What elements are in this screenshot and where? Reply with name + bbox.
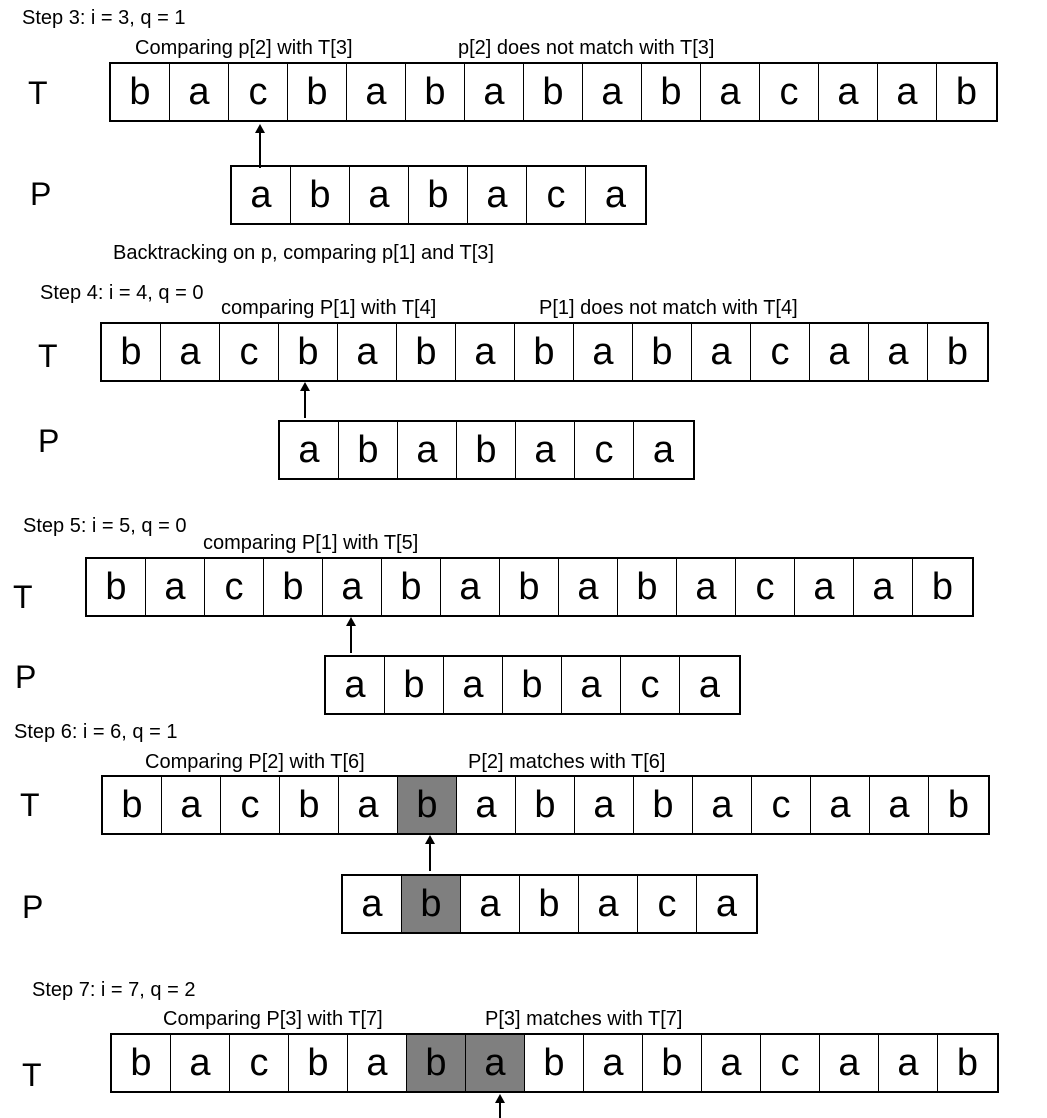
text-cell: a: [456, 324, 515, 380]
text-cell: a: [677, 559, 736, 615]
text-cell: b: [515, 324, 574, 380]
text-cell: a: [575, 777, 634, 833]
pattern-cell: a: [516, 422, 575, 478]
text-cell: b: [642, 64, 701, 120]
pattern-cell: a: [579, 876, 638, 932]
text-cell: b: [525, 1035, 584, 1091]
text-cell: a: [820, 1035, 879, 1091]
pattern-cell: b: [402, 876, 461, 932]
text-cell: b: [618, 559, 677, 615]
step-5-heading: Step 5: i = 5, q = 0: [23, 515, 187, 537]
pattern-cell: b: [339, 422, 398, 478]
pattern-cell: a: [698, 663, 721, 706]
step-4-comparison: comparing P[1] with T[4]: [221, 297, 437, 319]
text-cell: c: [761, 1035, 820, 1091]
text-cell: c: [205, 559, 264, 615]
text-cell: c: [736, 559, 795, 615]
step-6-comparison: Comparing P[2] with T[6]: [145, 751, 365, 773]
text-cell: b: [633, 324, 692, 380]
text-cell: b: [407, 1035, 466, 1091]
text-cell: a: [441, 559, 500, 615]
pattern-cell: a: [562, 657, 621, 713]
text-cell: b: [280, 777, 339, 833]
text-cell: a: [161, 324, 220, 380]
text-cell: a: [878, 64, 937, 120]
text-cell: a: [339, 777, 398, 833]
text-cell: b: [279, 324, 338, 380]
step-4-result: P[1] does not match with T[4]: [539, 297, 798, 319]
text-cell: c: [751, 324, 810, 380]
text-cell: a: [811, 777, 870, 833]
text-cell: b: [288, 64, 347, 120]
pattern-cell: b: [520, 876, 579, 932]
step-6-pattern-label: P: [22, 889, 44, 925]
text-cell: a: [702, 1035, 761, 1091]
text-cell: c: [229, 64, 288, 120]
text-cell: a: [870, 777, 929, 833]
step-5-pattern-strip: [324, 655, 741, 715]
step-3-result: p[2] does not match with T[3]: [458, 37, 715, 59]
step-7-result: P[3] matches with T[7]: [485, 1008, 683, 1030]
text-cell: b: [264, 559, 323, 615]
pattern-cell: a: [280, 422, 339, 478]
text-cell: b: [289, 1035, 348, 1091]
pattern-cell: a: [343, 876, 402, 932]
step-4-compare-arrow: [304, 384, 306, 418]
step-3-text-strip: [109, 62, 998, 122]
step-5-comparison: comparing P[1] with T[5]: [203, 532, 419, 554]
step-3-note: Backtracking on p, comparing p[1] and T[3]: [113, 242, 494, 264]
step-3-heading: Step 3: i = 3, q = 1: [22, 7, 186, 29]
text-cell: b: [398, 777, 457, 833]
text-cell: c: [221, 777, 280, 833]
text-cell: a: [146, 559, 205, 615]
step-3-pattern-label: P: [30, 176, 52, 212]
text-cell: b: [955, 70, 978, 113]
pattern-cell: c: [527, 167, 586, 223]
text-cell: c: [760, 64, 819, 120]
text-cell: b: [87, 559, 146, 615]
text-cell: a: [879, 1035, 938, 1091]
pattern-cell: b: [385, 657, 444, 713]
pattern-cell: a: [715, 882, 738, 925]
text-cell: c: [220, 324, 279, 380]
pattern-cell: c: [575, 422, 634, 478]
text-cell: a: [701, 64, 760, 120]
text-cell: a: [693, 777, 752, 833]
text-cell: b: [516, 777, 575, 833]
pattern-cell: a: [461, 876, 520, 932]
step-4-text-strip: [100, 322, 989, 382]
text-cell: a: [466, 1035, 525, 1091]
step-6-result: P[2] matches with T[6]: [468, 751, 666, 773]
step-7-comparison: Comparing P[3] with T[7]: [163, 1008, 383, 1030]
text-cell: b: [406, 64, 465, 120]
text-cell: a: [584, 1035, 643, 1091]
step-3-pattern-strip: [230, 165, 647, 225]
text-cell: b: [524, 64, 583, 120]
pattern-cell: a: [652, 428, 675, 471]
pattern-cell: a: [398, 422, 457, 478]
text-cell: b: [643, 1035, 702, 1091]
text-cell: b: [111, 64, 170, 120]
step-4-heading: Step 4: i = 4, q = 0: [40, 282, 204, 304]
text-cell: a: [854, 559, 913, 615]
step-3-comparison: Comparing p[2] with T[3]: [135, 37, 353, 59]
text-cell: b: [947, 783, 970, 826]
step-7-compare-arrow: [499, 1096, 501, 1118]
step-5-text-label: T: [13, 579, 33, 615]
text-cell: c: [230, 1035, 289, 1091]
pattern-cell: b: [457, 422, 516, 478]
text-cell: b: [931, 565, 954, 608]
pattern-cell: b: [503, 657, 562, 713]
text-cell: a: [457, 777, 516, 833]
step-4-pattern-label: P: [38, 423, 60, 459]
text-cell: b: [102, 324, 161, 380]
pattern-cell: c: [621, 657, 680, 713]
text-cell: a: [559, 559, 618, 615]
step-6-heading: Step 6: i = 6, q = 1: [14, 721, 178, 743]
pattern-cell: a: [326, 657, 385, 713]
text-cell: a: [170, 64, 229, 120]
text-cell: a: [347, 64, 406, 120]
text-cell: a: [171, 1035, 230, 1091]
text-cell: b: [397, 324, 456, 380]
text-cell: a: [465, 64, 524, 120]
step-7-text-label: T: [22, 1057, 42, 1093]
step-5-text-strip: [85, 557, 974, 617]
pattern-cell: a: [350, 167, 409, 223]
text-cell: a: [692, 324, 751, 380]
text-cell: a: [819, 64, 878, 120]
text-cell: a: [869, 324, 928, 380]
step-6-text-strip: [101, 775, 990, 835]
pattern-cell: a: [232, 167, 291, 223]
step-4-text-label: T: [38, 338, 58, 374]
pattern-cell: c: [638, 876, 697, 932]
text-cell: b: [946, 330, 969, 373]
step-6-text-label: T: [20, 787, 40, 823]
step-5-pattern-label: P: [15, 659, 37, 695]
text-cell: a: [583, 64, 642, 120]
step-7-heading: Step 7: i = 7, q = 2: [32, 979, 196, 1001]
step-5-compare-arrow: [350, 619, 352, 653]
text-cell: b: [103, 777, 162, 833]
step-6-pattern-strip: [341, 874, 758, 934]
text-cell: a: [323, 559, 382, 615]
step-3-compare-arrow: [259, 126, 261, 168]
step-7-text-strip: [110, 1033, 999, 1093]
text-cell: c: [752, 777, 811, 833]
text-cell: b: [382, 559, 441, 615]
text-cell: a: [795, 559, 854, 615]
text-cell: a: [348, 1035, 407, 1091]
step-6-compare-arrow: [429, 837, 431, 871]
pattern-cell: a: [604, 173, 627, 216]
text-cell: b: [956, 1041, 979, 1084]
step-3-text-label: T: [28, 75, 48, 111]
text-cell: a: [574, 324, 633, 380]
text-cell: a: [810, 324, 869, 380]
pattern-cell: b: [409, 167, 468, 223]
text-cell: b: [634, 777, 693, 833]
text-cell: b: [500, 559, 559, 615]
pattern-cell: a: [468, 167, 527, 223]
text-cell: b: [112, 1035, 171, 1091]
pattern-cell: b: [291, 167, 350, 223]
pattern-cell: a: [444, 657, 503, 713]
text-cell: a: [162, 777, 221, 833]
text-cell: a: [338, 324, 397, 380]
step-4-pattern-strip: [278, 420, 695, 480]
